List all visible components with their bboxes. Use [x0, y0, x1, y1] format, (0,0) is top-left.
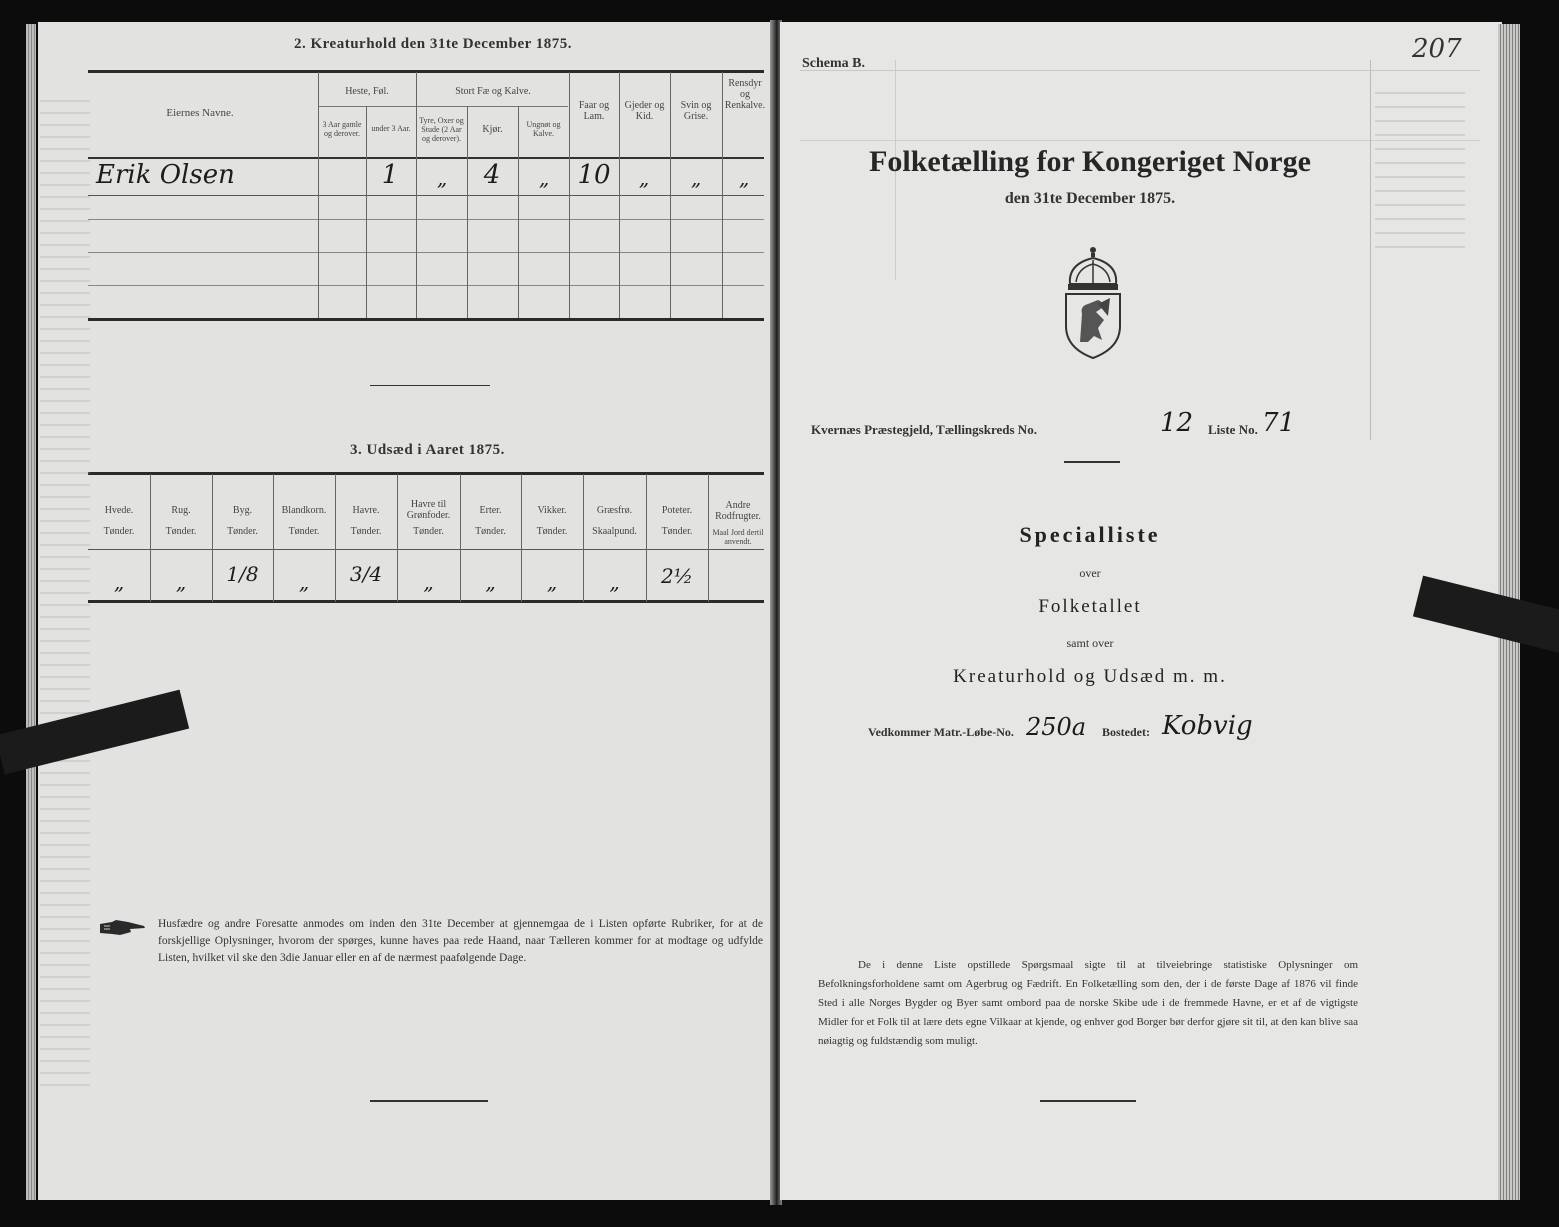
- folketallet-title: Folketallet: [1038, 596, 1142, 617]
- pointing-hand-icon: [98, 918, 148, 938]
- matr-label: Vedkommer Matr.-Løbe-No.: [868, 725, 1014, 739]
- footer-explanation: De i denne Liste opstillede Spørgsmaal sigte til at tilveiebringe statistiske Oplysninger om Befolkningsforholdene samt om Agerbrug og Fædrift. En Folketælling som den, der i de første Dage af 1876 vil finde Sted i alle Norges Bygder og Byer samt ombord paa de norske Skibe ude i de fremmede Havne, er et af de vigtigste Midler for et Folk til at lære dets egne Vilkaar at kjende, og enhver god Borger bør derfor gjøre sit til, at den kan blive saa nøiagtig og fuldstændig som muligt.: [818, 959, 1358, 1047]
- seed-value-peas: „: [485, 570, 496, 594]
- coat-of-arms-icon: [1058, 244, 1128, 362]
- bottom-rule-right: [1040, 1100, 1136, 1102]
- value-reindeer: „: [738, 166, 750, 190]
- horses-group-header: Heste, Føl.: [345, 86, 389, 97]
- schema-label: Schema B.: [802, 56, 865, 71]
- seed-value-barley: 1/8: [226, 562, 259, 586]
- page-number: 207: [1412, 34, 1462, 64]
- instruction-notice: Husfædre og andre Foresatte anmodes om inden den 31te December at gjennemgaa de i Listen opførte Rubriker, for at de forskjellige Oplysninger, hvorom der spørges, kunne haves paa rede Haand, naar Tælleren kommer for at modtage og udfylde Listen, hvilket vil ske den 3die Januar eller en af de nærmest paafølgende Dage.: [158, 918, 763, 964]
- livestock-table-bottom-rule: [88, 318, 764, 321]
- seed-value-oats: 3/4: [349, 562, 383, 586]
- date-line: den 31te December 1875.: [1004, 190, 1176, 207]
- livestock-section-title: 2. Kreaturhold den 31te December 1875.: [294, 36, 572, 52]
- seed-value-mixed-grain: „: [298, 570, 310, 594]
- value-young-cattle: „: [538, 166, 550, 190]
- value-cows: 4: [483, 160, 501, 190]
- col-horses-3yr: 3 Aar gamle og derover.: [322, 120, 362, 138]
- col-cows: Kjør.: [482, 124, 503, 135]
- seed-col-green-fodder: Havre til Grønfoder.: [406, 499, 451, 521]
- bostedet-label: Bostedet:: [1102, 725, 1150, 739]
- value-pigs: „: [690, 166, 702, 190]
- col-sheep: Faar og Lam.: [578, 100, 610, 122]
- value-goats: „: [638, 166, 650, 190]
- bleed-through-left: [40, 90, 90, 1090]
- seed-col-vetch: Vikker.: [537, 505, 567, 516]
- seed-col-peas: Erter.: [479, 505, 502, 516]
- col-bulls-oxen: Tyre, Oxer og Stude (2 Aar og derover).: [419, 116, 464, 143]
- col-goats: Gjeder og Kid.: [624, 100, 665, 122]
- seed-value-wheat: „: [113, 570, 125, 594]
- specialliste-title: Specialliste: [1019, 522, 1161, 547]
- list-label: Liste No.: [1208, 422, 1258, 437]
- livestock-table-top-rule: [88, 70, 764, 73]
- district-number: 12: [1160, 408, 1194, 438]
- seed-section-title: 3. Udsæd i Aaret 1875.: [350, 442, 505, 458]
- col-horses-under-3: under 3 Aar.: [371, 124, 411, 133]
- left-page: [38, 22, 775, 1200]
- seed-value-vetch: „: [546, 570, 558, 594]
- col-young-cattle: Ungnøt og Kalve.: [526, 120, 561, 138]
- seed-col-root-crops: Andre Rodfrugter.: [715, 500, 761, 522]
- divider-rule: [1064, 461, 1120, 463]
- seed-value-rye: „: [175, 570, 187, 594]
- bleed-through-right: [1375, 80, 1465, 260]
- bostedet-value: Kobvig: [1162, 711, 1253, 741]
- left-page-edge: [26, 24, 36, 1200]
- seed-value-potatoes: 2½: [660, 564, 694, 588]
- kreaturhold-title: Kreaturhold og Udsæd m. m.: [953, 666, 1227, 687]
- seed-col-barley: Byg.: [232, 505, 253, 516]
- seed-col-grass-seed: Græsfrø.: [596, 505, 633, 516]
- seed-col-wheat: Hvede.: [104, 505, 134, 516]
- matr-number: 250a: [1026, 713, 1087, 741]
- seed-col-oats: Havre.: [352, 505, 380, 516]
- seed-table-top-rule: [88, 472, 764, 475]
- value-bulls-oxen: „: [436, 166, 448, 190]
- parish-label: Kvernæs Præstegjeld, Tællingskreds No.: [811, 422, 1037, 437]
- cattle-group-header: Stort Fæ og Kalve.: [455, 86, 531, 97]
- col-reindeer: Rensdyr og Renkalve.: [724, 78, 766, 111]
- owner-name: Erik Olsen: [96, 160, 235, 190]
- bottom-rule-left: [370, 1100, 488, 1102]
- value-sheep: 10: [577, 160, 611, 190]
- seed-col-rye: Rug.: [171, 505, 191, 516]
- list-number: 71: [1262, 408, 1296, 438]
- seed-value-green-fodder: „: [423, 570, 434, 594]
- seed-table-bottom-rule: [88, 600, 764, 603]
- main-title: Folketælling for Kongeriget Norge: [869, 145, 1311, 178]
- value-horses-under-3: 1: [381, 160, 399, 190]
- seed-col-mixed-grain: Blandkorn.: [281, 505, 327, 516]
- seed-value-grass-seed: „: [609, 570, 620, 594]
- col-pigs: Svin og Grise.: [680, 100, 712, 122]
- owner-column-header: Eiernes Navne.: [166, 107, 234, 119]
- separator-rule: [370, 385, 490, 386]
- seed-col-potatoes: Poteter.: [661, 505, 693, 516]
